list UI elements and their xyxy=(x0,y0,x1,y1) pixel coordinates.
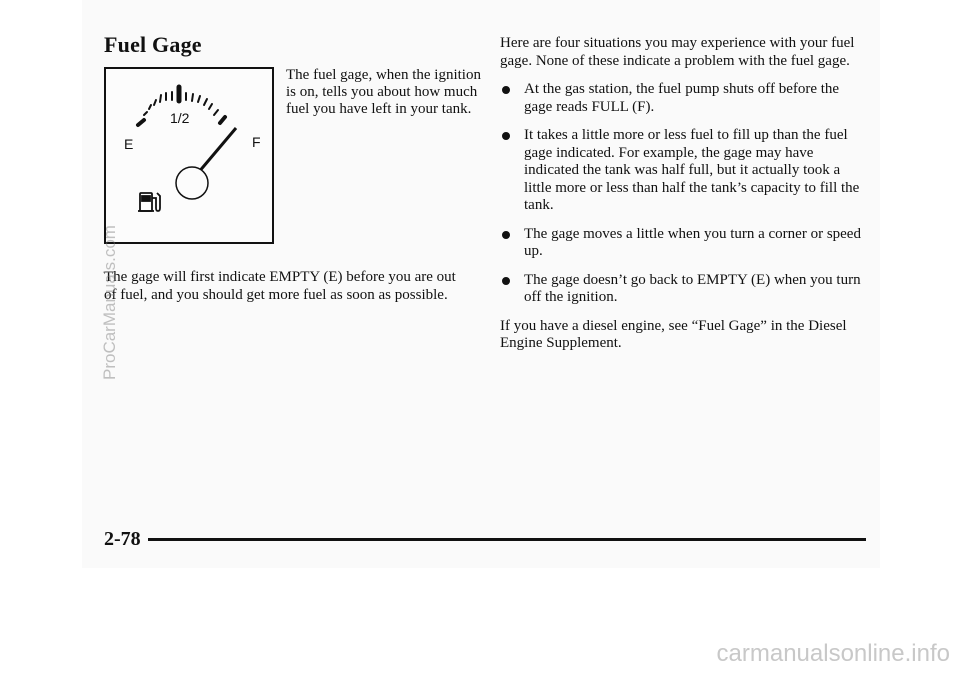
gauge-tick xyxy=(192,94,193,101)
gauge-tick xyxy=(154,100,156,105)
list-item: The gage moves a little when you turn a corner or speed up. xyxy=(500,226,870,261)
bullet-icon xyxy=(502,132,510,140)
empty-warning-paragraph: The gage will first indicate EMPTY (E) before you are out of fuel, and you should get more fuel as soon as possible. xyxy=(104,269,456,303)
gauge-tick xyxy=(138,120,144,125)
gauge-half-label: 1/2 xyxy=(170,110,190,126)
footer-rule xyxy=(148,538,866,541)
list-item: It takes a little more or less fuel to fill up than the fuel gage indicated. For example, the gage may have indicated the tank was half full, but it actually took a little more or less than half the tank’s capacity to fill the tank. xyxy=(500,127,870,215)
gauge-needle xyxy=(198,128,236,173)
gauge-tick xyxy=(204,99,207,105)
situations-column xyxy=(500,35,870,353)
page-number: 2-78 xyxy=(104,528,141,550)
page-title: Fuel Gage xyxy=(104,32,202,57)
gauge-tick xyxy=(149,105,151,109)
gauge-empty-label: E xyxy=(124,136,134,152)
fuel-pump-icon xyxy=(138,193,160,211)
gauge-pivot xyxy=(176,167,208,199)
gauge-tick xyxy=(209,104,212,109)
gauge-tick xyxy=(198,96,200,102)
diesel-note: If you have a diesel engine, see “Fuel Gage” in the Diesel Engine Supplement. xyxy=(500,317,847,351)
gauge-full-label: F xyxy=(252,134,261,150)
bullet-icon xyxy=(502,231,510,239)
list-item: The gage doesn’t go back to EMPTY (E) when you turn off the ignition. xyxy=(500,272,870,307)
gauge-tick xyxy=(160,95,161,102)
watermark-vertical: ProCarManuals.com xyxy=(100,225,119,380)
bullet-icon xyxy=(502,86,510,94)
watermark-footer: carmanualsonline.info xyxy=(716,640,950,667)
gauge-tick xyxy=(214,110,218,115)
gauge-tick xyxy=(144,112,147,115)
bullet-icon xyxy=(502,277,510,285)
situations-list xyxy=(500,81,870,307)
gauge-tick xyxy=(220,117,225,123)
list-item: At the gas station, the fuel pump shuts off before the gage reads FULL (F). xyxy=(500,81,870,116)
fuel-gauge-illustration xyxy=(104,67,274,244)
situations-intro: Here are four situations you may experience with your fuel gage. None of these indicate a problem with the fuel gage. xyxy=(500,35,855,69)
fuel-gauge-graphic xyxy=(106,69,272,242)
gauge-description: The fuel gage, when the ignition is on, tells you about how much fuel you have left in your tank. xyxy=(286,67,481,117)
